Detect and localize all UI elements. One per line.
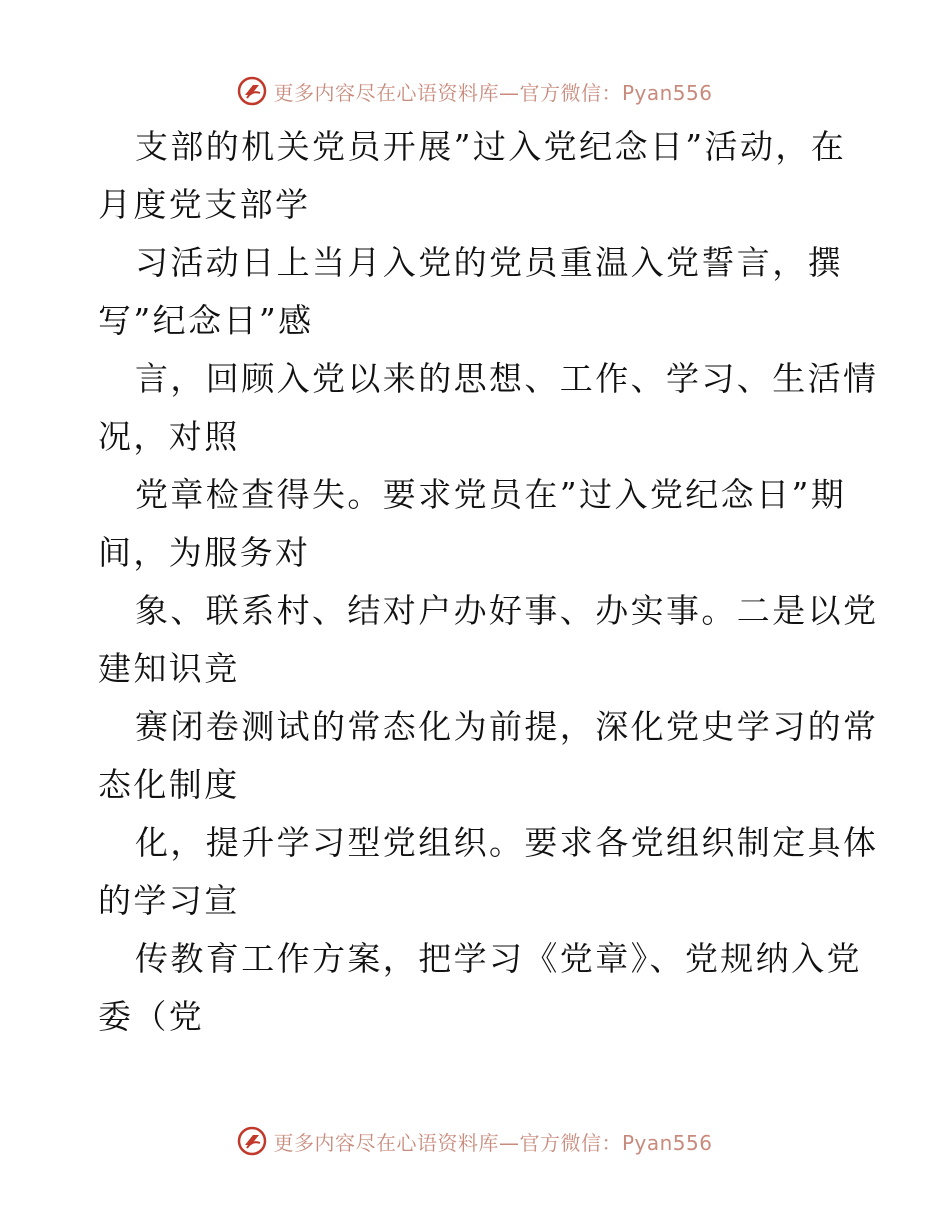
footer-banner	[0, 1121, 950, 1161]
text-line: 的学习宣	[98, 881, 240, 920]
header-banner	[0, 71, 950, 111]
text-line: 况，对照	[98, 417, 240, 456]
text-line: 党章检查得失。要求党员在”过入党纪念日”期	[135, 475, 847, 514]
text-line: 写”纪念日”感	[98, 301, 314, 340]
text-line: 支部的机关党员开展”过入党纪念日”活动，在	[135, 127, 847, 166]
footer-banner-text: 更多内容尽在心语资料库—官方微信：Pyan556	[273, 1130, 713, 1155]
text-line: 赛闭卷测试的常态化为前提，深化党史学习的常	[135, 707, 879, 746]
logo-icon	[237, 76, 267, 106]
text-line: 月度党支部学	[98, 185, 311, 224]
text-line: 言，回顾入党以来的思想、工作、学习、生活情	[135, 359, 879, 398]
document-body	[98, 118, 879, 1046]
text-line: 态化制度	[98, 765, 240, 804]
text-line: 委（党	[98, 997, 205, 1036]
text-line: 传教育工作方案，把学习《党章》、党规纳入党	[135, 939, 862, 978]
logo-icon	[237, 1126, 267, 1156]
text-line: 间，为服务对	[98, 533, 311, 572]
text-line: 建知识竞	[98, 649, 240, 688]
text-line: 习活动日上当月入党的党员重温入党誓言，撰	[135, 243, 843, 282]
text-line: 化，提升学习型党组织。要求各党组织制定具体	[135, 823, 879, 862]
text-line: 象、联系村、结对户办好事、办实事。二是以党	[135, 591, 879, 630]
header-banner-text: 更多内容尽在心语资料库—官方微信：Pyan556	[273, 80, 713, 105]
